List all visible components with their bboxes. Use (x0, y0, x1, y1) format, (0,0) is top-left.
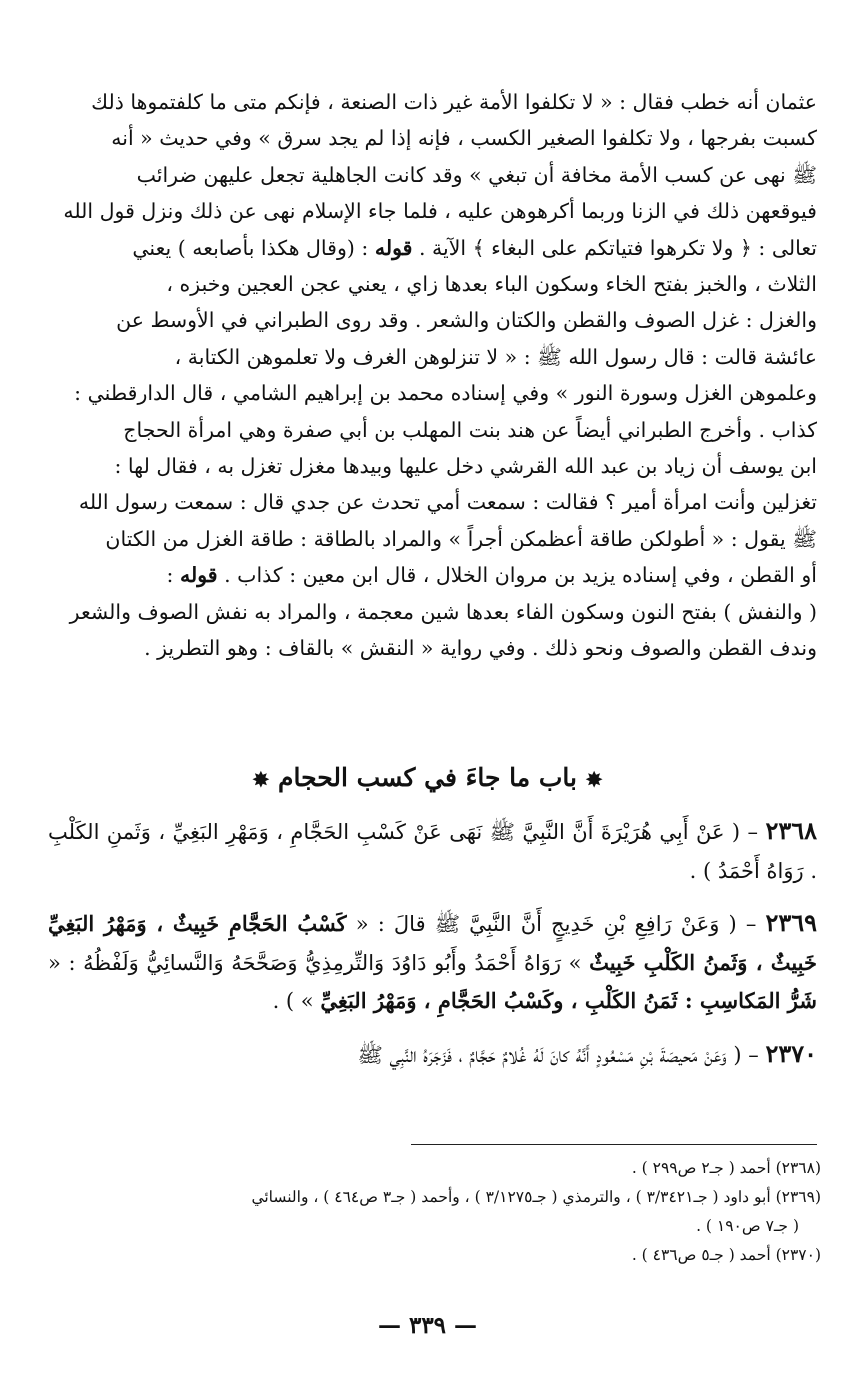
commentary-line: ابن يوسف أن زياد بن عبد الله القرشي دخل عليها وبيدها مغزل تغزل به ، فقال لها : (114, 454, 817, 479)
commentary-line: ﷺ نهى عن كسب الأمة مخافة أن تبغي » وقد كانت الجاهلية تجعل عليهن ضرائب (136, 162, 817, 187)
hadith-quote-bold: كَسْبُ الحَجَّامِ خَبِيثٌ ، وَمَهْرُ البَغِيِّ خَبِيثٌ ، وَثَمنُ الكَلْبِ خَبِيثٌ (48, 911, 817, 975)
hadith-text: » ) . (272, 989, 314, 1013)
commentary-line: عثمان أنه خطب فقال : « لا تكلفوا الأمة غير ذات الصنعة ، فإنكم متى ما كلفتموها ذلك (91, 90, 817, 114)
commentary-line: الثلاث ، والخبز بفتح الخاء وسكون الباء بعدها زاي ، يعني عجن العجين وخبزه ، (166, 272, 817, 297)
hadith-number: ٢٣٦٩ (765, 908, 817, 937)
commentary-line: كذاب . وأخرج الطبراني أيضاً عن هند بنت المهلب بن أبي صفرة وهي امرأة الحجاج (123, 417, 817, 442)
commentary-text (50, 84, 817, 667)
commentary-line: والغزل : غزل الصوف والقطن والكتان والشعر . وقد روى الطبراني في الأوسط عن (116, 308, 817, 333)
hadith-number: ٢٣٦٨ (765, 816, 817, 845)
star-ornament-icon: ✸ (585, 767, 603, 792)
footnote: (٢٣٦٩) أبو داود ( جـ٣/٣٤٢١ ) ، والترمذي ( جـ٣/١٢٧٥ ) ، وأحمد ( جـ٣ ص٤٦٤ ) ، والنسائي (251, 1188, 821, 1206)
commentary-line: فيوقعهن ذلك في الزنا وربما أكرهوهن عليه ، فلما جاء الإسلام نهى عن ذلك ونزل قول الله (63, 199, 817, 224)
commentary-line-start: أو القطن ، وفي إسناده يزيد بن مروان الخلال ، قال ابن معين : كذاب . (224, 563, 817, 588)
footnotes (44, 1154, 821, 1270)
qawluhu-keyword: قوله (374, 235, 413, 260)
footnote: (٢٣٦٨) أحمد ( جـ٢ ص٢٩٩ ) . (631, 1159, 821, 1177)
commentary-line: تغزلين وأنت امرأة أمير ؟ فقالت : سمعت أمي تحدث عن جدي قال : سمعت رسول الله (78, 490, 817, 515)
commentary-line-end: : (166, 563, 174, 588)
hadith-text: – ( وَعَنْ رَافِعِ بْنِ خَدِيجٍ أَنَّ النَّبِيَّ ﷺ قالَ : « (355, 912, 757, 936)
hadith-text: – ( عَنْ أَبِي هُرَيْرَةَ أَنَّ النَّبِيَّ ﷺ نَهَى عَنْ كَسْبِ الحَجَّامِ ، وَمَهْرِ البَغِيِّ ، وَثَمنِ الكَلْبِ . رَوَاهُ أَحْمَدُ ) . (48, 820, 817, 883)
commentary-line-end: : (وقال هكذا بأصابعه ) يعني (132, 235, 369, 260)
hadith-2370 (48, 1035, 817, 1075)
qawluhu-keyword: قوله (179, 563, 218, 588)
hadith-2368 (48, 812, 817, 890)
hadith-2369 (48, 904, 817, 1021)
commentary-line (50, 557, 817, 593)
commentary-line: عائشة قالت : قال رسول الله ﷺ : « لا تنزلوهن الغرف ولا تعلموهن الكتابة ، (174, 344, 817, 369)
hadith-text: – ( وَعَنْ مَحيصَةَ بْنِ مَسْعُودٍ أَنَّهُ كانَ لَهُ غُلامٌ حَجَّامٌ ، فَزَجَرَهُ النَّبِي ﷺ (357, 1042, 759, 1067)
commentary-line (50, 230, 817, 266)
commentary-line: ( والنفش ) بفتح النون وسكون الفاء بعدها شين معجمة ، والمراد به نفش الصوف والشعر (69, 599, 817, 624)
footnote-continuation: ( جـ٧ ص١٩٠ ) . (696, 1217, 799, 1235)
page-number: — ٣٣٩ — (377, 1312, 478, 1339)
chapter-title: باب ما جاءَ في كسب الحجام (278, 763, 577, 792)
commentary-line: ﷺ يقول : « أطولكن طاقة أعظمكن أجراً » والمراد بالطاقة : طاقة الغزل من الكتان (105, 526, 817, 551)
hadith-quote-bold: شَرُّ المَكاسِبِ : ثَمَنُ الكَلْبِ ، وكَسْبُ الحَجَّامِ ، وَمَهْرُ البَغِيِّ (320, 988, 817, 1013)
commentary-line: وعلموهن الغزل وسورة النور » وفي إسناده محمد بن إبراهيم الشامي ، قال الدارقطني : (74, 381, 817, 406)
chapter-heading (0, 758, 855, 800)
star-ornament-icon: ✸ (252, 767, 270, 792)
commentary-line: كسبت بفرجها ، ولا تكلفوا الصغير الكسب ، فإنه إذا لم يجد سرق » وفي حديث « أنه (111, 126, 817, 151)
commentary-line: وندف القطن والصوف ونحو ذلك . وفي رواية « النقش » بالقاف : وهو التطريز . (144, 636, 817, 661)
footnote: (٢٣٧٠) أحمد ( جـ٥ ص٤٣٦ ) . (631, 1246, 821, 1264)
footnote-divider (411, 1144, 817, 1145)
hadith-text: » رَوَاهُ أَحْمَدُ وأَبُو دَاوُدَ وَالتِّرمِذِيُّ وَصَحَّحَهُ وَالنَّسائِيُّ وَلَفْظُهُ : « (48, 950, 582, 975)
commentary-line-start: تعالى : ﴿ ولا تكرهوا فتياتكم على البغاء ﴾ الآية . (419, 235, 817, 260)
hadith-number: ٢٣٧٠ (765, 1038, 817, 1068)
hadith-list (48, 812, 817, 1088)
